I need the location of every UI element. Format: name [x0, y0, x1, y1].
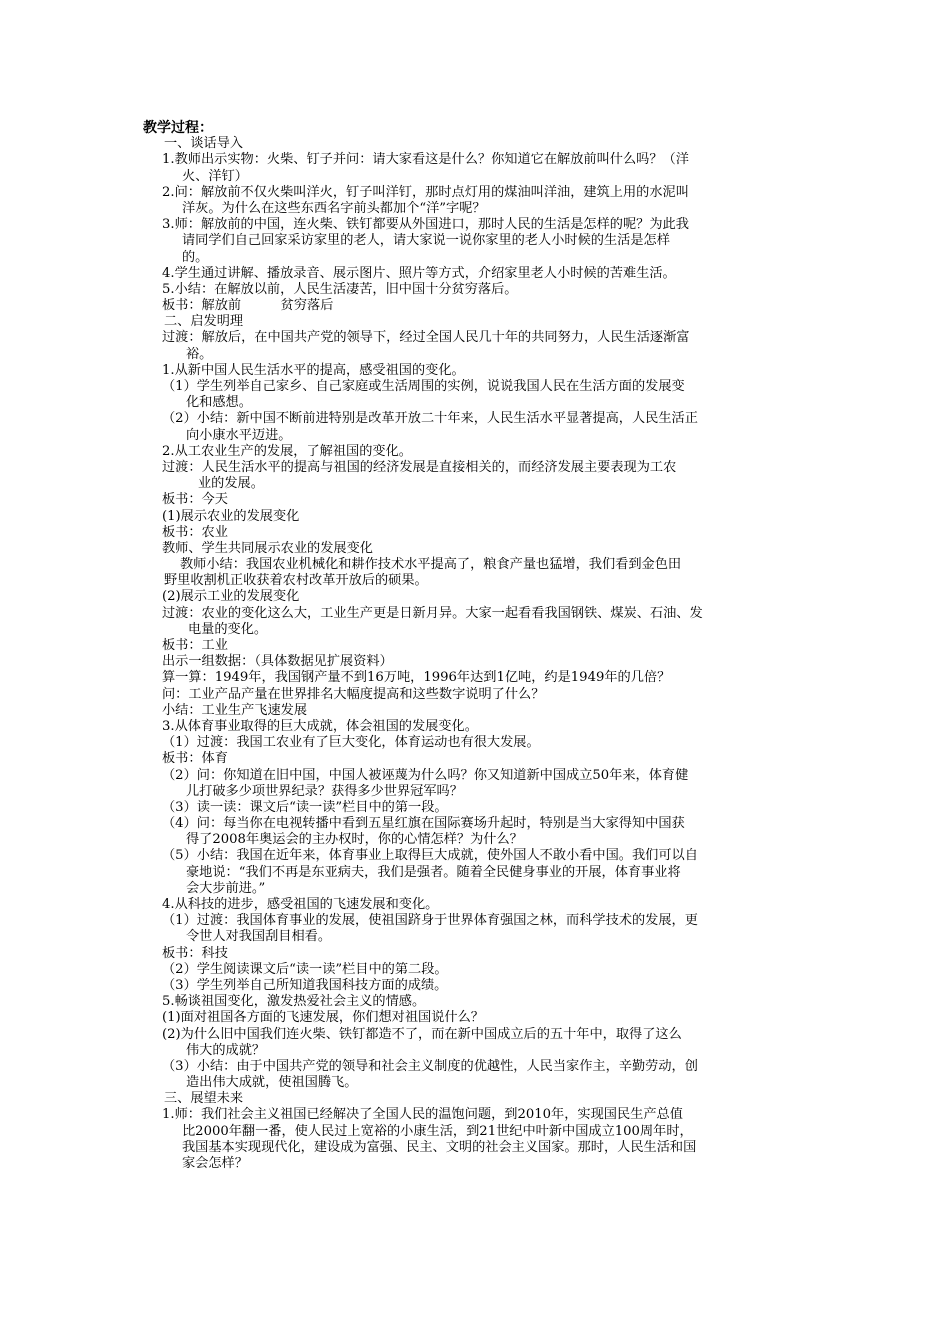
text-line: 3.师：解放前的中国，连火柴、铁钉都要从外国进口，那时人民的生活是怎样的呢？为此我 — [162, 217, 689, 233]
text-line: 算一算：1949年，我国钢产量不到16万吨，1996年达到1亿吨，约是1949年的几倍？ — [162, 670, 671, 686]
text-line: （1）学生列举自己家乡、自己家庭或生活周围的实例，说说我国人民在生活方面的发展变 — [162, 379, 685, 394]
text-line: 1.师：我们社会主义祖国已经解决了全国人民的温饱问题，到2010年，实现国民生产总值 — [162, 1107, 683, 1123]
text-line: 会大步前进。” — [186, 880, 266, 896]
text-line: 向小康水平迈进。 — [186, 427, 292, 443]
text-line: 得了2008年奥运会的主办权时，你的心情怎样？为什么？ — [186, 832, 523, 848]
text-line: 火、洋钉） — [182, 168, 248, 184]
text-line: 出示一组数据：（具体数据见扩展资料） — [162, 654, 393, 670]
board-note: 板书：今天 — [162, 492, 228, 508]
text-line: （3）学生列举自己所知道我国科技方面的成绩。 — [162, 977, 448, 993]
text-line: 豪地说：“我们不再是东亚病夫，我们是强者。随着全民健身事业的开展，体育事业将 — [186, 864, 681, 880]
text-line: 儿打破多少项世界纪录？获得多少世界冠军吗？ — [186, 783, 463, 799]
text-line: 2.问：解放前不仅火柴叫洋火，钉子叫洋钉，那时点灯用的煤油叫洋油，建筑上用的水泥叫 — [162, 184, 689, 200]
text-line: 5.小结：在解放以前，人民生活凄苦，旧中国十分贫穷落后。 — [162, 281, 518, 297]
board-note: 板书：解放前 贫穷落后 — [162, 298, 334, 314]
text-line: 5.畅谈祖国变化，激发热爱社会主义的情感。 — [162, 994, 426, 1010]
text-line: 3.从体育事业取得的巨大成就，体会祖国的发展变化。 — [162, 718, 478, 734]
text-line: 1.从新中国人民生活水平的提高，感受祖国的变化。 — [162, 362, 465, 378]
lesson-plan-body — [143, 120, 812, 1172]
text-line: 过渡：农业的变化这么大，工业生产更是日新月异。大家一起看看我国钢铁、煤炭、石油、发 — [162, 605, 703, 621]
text-line: 教师、学生共同展示农业的发展变化 — [162, 540, 373, 556]
text-line: 电量的变化。 — [188, 621, 268, 637]
text-line: 小结：工业生产飞速发展 — [162, 702, 308, 718]
text-line: 过渡：解放后，在中国共产党的领导下，经过全国人民几十年的共同努力，人民生活逐渐富 — [162, 330, 690, 346]
text-line: （4）问：每当你在电视转播中看到五星红旗在国际赛场升起时，特别是当大家得知中国获 — [162, 816, 685, 832]
text-line: 过渡：人民生活水平的提高与祖国的经济发展是直接相关的，而经济发展主要表现为工农 — [162, 459, 677, 475]
text-line: （1）过渡：我国工农业有了巨大变化，体育运动也有很大发展。 — [162, 735, 540, 751]
text-line: 的。 — [182, 249, 209, 265]
board-note: 板书：工业 — [162, 638, 228, 653]
text-line: 教师小结：我国农业机械化和耕作技术水平提高了，粮食产量也猛增，我们看到金色田 — [180, 557, 682, 573]
text-line: （3）读一读：课文后“读一读”栏目中的第一段。 — [162, 799, 448, 815]
text-line: 4.从科技的进步，感受祖国的飞速发展和变化。 — [162, 897, 439, 912]
text-line: 造出伟大成就，使祖国腾飞。 — [186, 1075, 358, 1091]
text-line: 比2000年翻一番，使人民过上宽裕的小康生活，到21世纪中叶新中国成立100周年时， — [182, 1123, 693, 1139]
text-line: 化和感想。 — [186, 395, 252, 411]
text-line: 2.从工农业生产的发展，了解祖国的变化。 — [162, 443, 412, 459]
text-line: 家会怎样？ — [182, 1156, 248, 1171]
text-line: 伟大的成就？ — [186, 1042, 266, 1058]
board-note: 板书：科技 — [162, 945, 228, 961]
board-note: 板书：农业 — [162, 524, 228, 540]
text-line: 请同学们自己回家采访家里的老人，请大家说一说你家里的老人小时候的生活是怎样 — [182, 233, 670, 249]
text-line: (1)展示农业的发展变化 — [162, 508, 300, 524]
text-line: 裕。 — [186, 346, 213, 362]
text-line: （5）小结：我国在近年来，体育事业上取得巨大成就，使外国人不敢小看中国。我们可以自 — [162, 848, 698, 864]
section-heading: 三、展望未来 — [164, 1091, 244, 1107]
text-line: （3）小结：由于中国共产党的领导和社会主义制度的优越性，人民当家作主，辛勤劳动，创 — [162, 1058, 698, 1074]
text-line: 业的发展。 — [198, 476, 264, 492]
text-line: （1）过渡：我国体育事业的发展，使祖国跻身于世界体育强国之林，而科学技术的发展，更 — [162, 913, 698, 929]
section-heading: 一、谈话导入 — [164, 136, 244, 152]
section-heading: 二、启发明理 — [164, 314, 244, 330]
text-line: 问：工业产品产量在世界排名大幅度提高和这些数字说明了什么？ — [162, 686, 545, 702]
text-line: (1)面对祖国各方面的飞速发展，你们想对祖国说什么？ — [162, 1010, 484, 1026]
text-line: (2)展示工业的发展变化 — [162, 589, 300, 605]
text-line: 令世人对我国刮目相看。 — [186, 929, 332, 945]
section-title: 教学过程： — [143, 120, 213, 136]
text-line: 我国基本实现现代化，建设成为富强、民主、文明的社会主义国家。那时，人民生活和国 — [182, 1139, 697, 1155]
text-line: （2）问：你知道在旧中国，中国人被诬蔑为什么吗？你又知道新中国成立50年来，体育健 — [162, 767, 689, 783]
text-line: 1.教师出示实物：火柴、钉子并问：请大家看这是什么？你知道它在解放前叫什么吗？（洋 — [162, 152, 689, 168]
text-line: （2）小结：新中国不断前进特别是改革开放二十年来，人民生活水平显著提高，人民生活正 — [162, 411, 698, 427]
text-line: （2）学生阅读课文后“读一读”栏目中的第二段。 — [162, 961, 448, 977]
board-note: 板书：体育 — [162, 751, 228, 767]
text-line: 4.学生通过讲解、播放录音、展示图片、照片等方式，介绍家里老人小时候的苦难生活。 — [162, 265, 676, 281]
text-line: 野里收割机正收获着农村改革开放后的硕果。 — [164, 573, 428, 589]
text-line: 洋灰。为什么在这些东西名字前头都加个“洋”字呢？ — [182, 200, 486, 216]
text-line: (2)为什么旧中国我们连火柴、铁钉都造不了，而在新中国成立后的五十年中，取得了这么 — [162, 1026, 682, 1042]
